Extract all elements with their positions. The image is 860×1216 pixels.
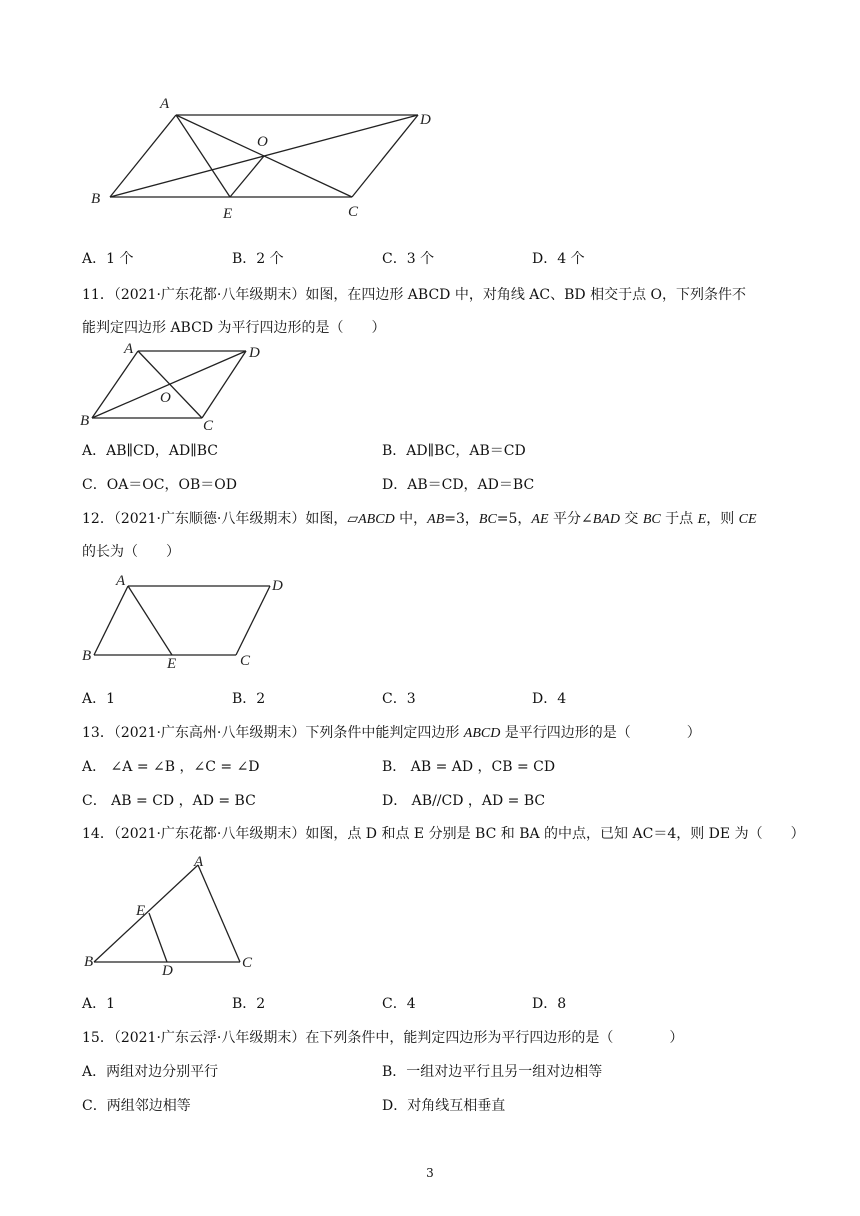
q14-label-e: E xyxy=(136,903,146,919)
q10-label-a: A xyxy=(160,96,170,112)
q11-question-line1: 11．（2021·广东花都·八年级期末）如图，在四边形 ABCD 中，对角线 AC、BD 相交于点 O，下列条件不 xyxy=(82,287,746,303)
q12-option-c[interactable]: C．3 xyxy=(382,691,416,707)
q11-label-a: A xyxy=(124,341,134,357)
q12-question-line2: 的长为（ ） xyxy=(82,544,180,560)
q11-option-a[interactable]: A．AB∥CD，AD∥BC xyxy=(82,443,218,459)
q11-label-d: D xyxy=(249,345,260,361)
q15-option-d[interactable]: D．对角线互相垂直 xyxy=(382,1098,506,1114)
q13-option-d[interactable]: D． AB//CD ，AD = BC xyxy=(382,793,546,809)
q10-label-e: E xyxy=(223,206,233,222)
q11-option-d[interactable]: D．AB＝CD，AD＝BC xyxy=(382,477,535,493)
page-number: 3 xyxy=(426,1166,434,1180)
q10-option-d[interactable]: D．4 个 xyxy=(532,251,585,267)
q14-label-d: D xyxy=(162,963,173,979)
q15-option-b[interactable]: B．一组对边平行且另一组对边相等 xyxy=(382,1064,603,1080)
q13-option-c[interactable]: C． AB = CD ，AD = BC xyxy=(82,793,256,809)
q11-label-c: C xyxy=(203,418,214,434)
q10-option-c[interactable]: C．3 个 xyxy=(382,251,435,267)
q12-label-b: B xyxy=(82,648,92,664)
q11-option-b[interactable]: B．AD∥BC，AB＝CD xyxy=(382,443,526,459)
q13-question-line: 13．（2021·广东高州·八年级期末）下列条件中能判定四边形 ABCD 是平行四边形的是（ ） xyxy=(82,725,701,741)
q12-option-b[interactable]: B．2 xyxy=(232,691,266,707)
q13-option-a[interactable]: A． ∠A = ∠B ，∠C = ∠D xyxy=(82,759,260,775)
q10-option-b[interactable]: B．2 个 xyxy=(232,251,284,267)
q10-label-d: D xyxy=(420,112,431,128)
q10-label-c: C xyxy=(348,204,359,220)
q12-question-line1: 12．（2021·广东顺德·八年级期末）如图，▱ABCD 中，AB=3，BC=5，AE 平分∠BAD 交 BC 于点 E，则 CE xyxy=(82,511,757,527)
q12-label-c: C xyxy=(240,653,251,669)
q14-option-b[interactable]: B．2 xyxy=(232,996,266,1012)
q11-option-c[interactable]: C．OA＝OC，OB＝OD xyxy=(82,477,237,493)
q15-question-line: 15．（2021·广东云浮·八年级期末）在下列条件中，能判定四边形为平行四边形的是（ ） xyxy=(82,1030,684,1046)
q15-option-c[interactable]: C．两组邻边相等 xyxy=(82,1098,191,1114)
q10-label-o: O xyxy=(257,134,268,150)
q14-option-c[interactable]: C．4 xyxy=(382,996,416,1012)
q12-label-d: D xyxy=(272,578,283,594)
q11-label-b: B xyxy=(80,413,90,429)
q14-option-a[interactable]: A．1 xyxy=(82,996,116,1012)
q14-label-c: C xyxy=(242,955,253,971)
q12-label-a: A xyxy=(116,573,126,589)
q11-question-line2: 能判定四边形 ABCD 为平行四边形的是（ ） xyxy=(82,320,386,336)
q15-option-a[interactable]: A．两组对边分别平行 xyxy=(82,1064,219,1080)
q14-label-a: A xyxy=(194,854,204,870)
q14-label-b: B xyxy=(84,954,94,970)
q13-option-b[interactable]: B． AB = AD ，CB = CD xyxy=(382,759,556,775)
q14-question-line: 14．（2021·广东花都·八年级期末）如图，点 D 和点 E 分别是 BC 和 BA 的中点，已知 AC＝4，则 DE 为（ ） xyxy=(82,826,805,842)
q11-label-o: O xyxy=(160,390,171,406)
q12-option-d[interactable]: D．4 xyxy=(532,691,567,707)
q10-label-b: B xyxy=(91,191,101,207)
q12-label-e: E xyxy=(167,656,177,672)
q10-option-a[interactable]: A．1 个 xyxy=(82,251,134,267)
q14-option-d[interactable]: D．8 xyxy=(532,996,567,1012)
q12-option-a[interactable]: A．1 xyxy=(82,691,116,707)
